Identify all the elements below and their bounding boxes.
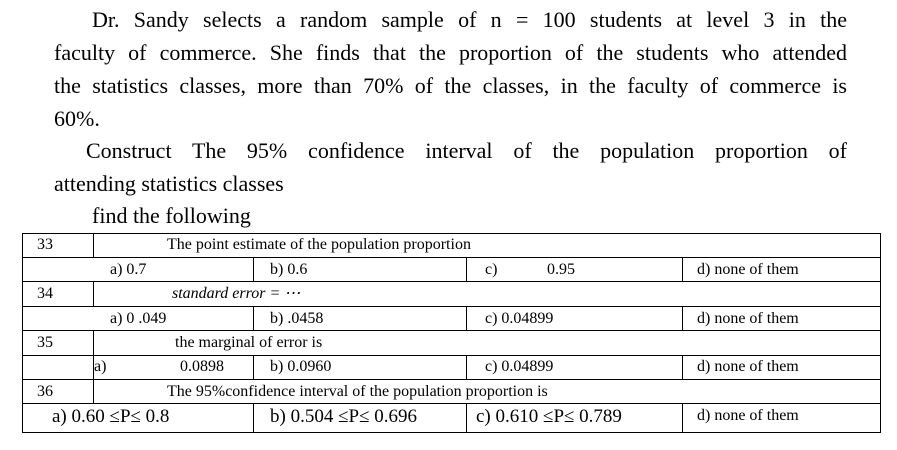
option-b: b) 0.6 [270,261,308,278]
question-number: 33 [37,236,53,253]
option-d: d) none of them [697,310,799,327]
option-c: c) 0.04899 [485,358,554,375]
col-divider [682,306,683,330]
col-divider [253,355,254,379]
option-c-value: 0.95 [547,261,575,278]
option-a: a) 0.7 [110,261,147,278]
option-c: c) 0.610 ≤P≤ 0.789 [476,406,622,427]
question-number: 34 [37,285,53,302]
option-a-value: 0.0898 [180,358,224,375]
option-d: d) none of them [697,358,799,375]
col-divider [682,355,683,379]
col-divider [466,257,467,281]
question-text: The 95%confidence interval of the population proportion is [167,383,548,400]
question-text: the marginal of error is [175,334,323,351]
table-border-top [22,233,881,234]
col-divider [466,306,467,330]
statement-line-1: Dr. Sandy selects a random sample of n = 100 students at level 3 in the [92,7,847,32]
col-divider [93,281,94,306]
statement-line-2: faculty of commerce. She finds that the proportion of the students who attended [54,40,847,65]
col-divider [253,306,254,330]
statement-line-3: the statistics classes, more than 70% of the classes, in the faculty of commerce is [54,73,847,98]
statement-line-4: 60%. [54,106,100,131]
question-text: The point estimate of the population proportion [167,236,471,253]
col-divider [253,403,254,432]
task-line-1: Construct The 95% confidence interval of the population proportion of [86,138,847,163]
row-divider [22,257,881,258]
row-divider [22,330,881,331]
option-b: b) 0.0960 [270,358,332,375]
col-divider [682,403,683,432]
option-a-label: a) [94,358,107,375]
col-divider [253,257,254,281]
row-divider [22,403,881,404]
col-divider [93,233,94,257]
option-c: c) 0.04899 [485,310,554,327]
option-b: b) 0.504 ≤P≤ 0.696 [270,406,417,427]
option-d: d) none of them [697,407,799,424]
option-a: a) 0 .049 [110,310,167,327]
option-a: a) 0.60 ≤P≤ 0.8 [52,406,170,427]
col-divider [93,379,94,403]
option-d: d) none of them [697,261,799,278]
row-divider [22,379,881,380]
col-divider [93,330,94,355]
option-c-label: c) [485,261,498,278]
question-number: 35 [37,334,53,351]
row-divider [22,355,881,356]
table-border-left [22,233,23,433]
question-number: 36 [37,383,53,400]
task-line-2: attending statistics classes [54,171,284,196]
col-divider [466,403,467,432]
row-divider [22,281,881,282]
question-text: standard error = ⋯ [172,285,301,302]
row-divider [22,306,881,307]
col-divider [682,257,683,281]
table-border-bottom [22,432,881,433]
find-instruction: find the following [92,203,251,228]
option-b: b) .0458 [270,310,324,327]
table-border-right [880,233,881,433]
col-divider [466,355,467,379]
